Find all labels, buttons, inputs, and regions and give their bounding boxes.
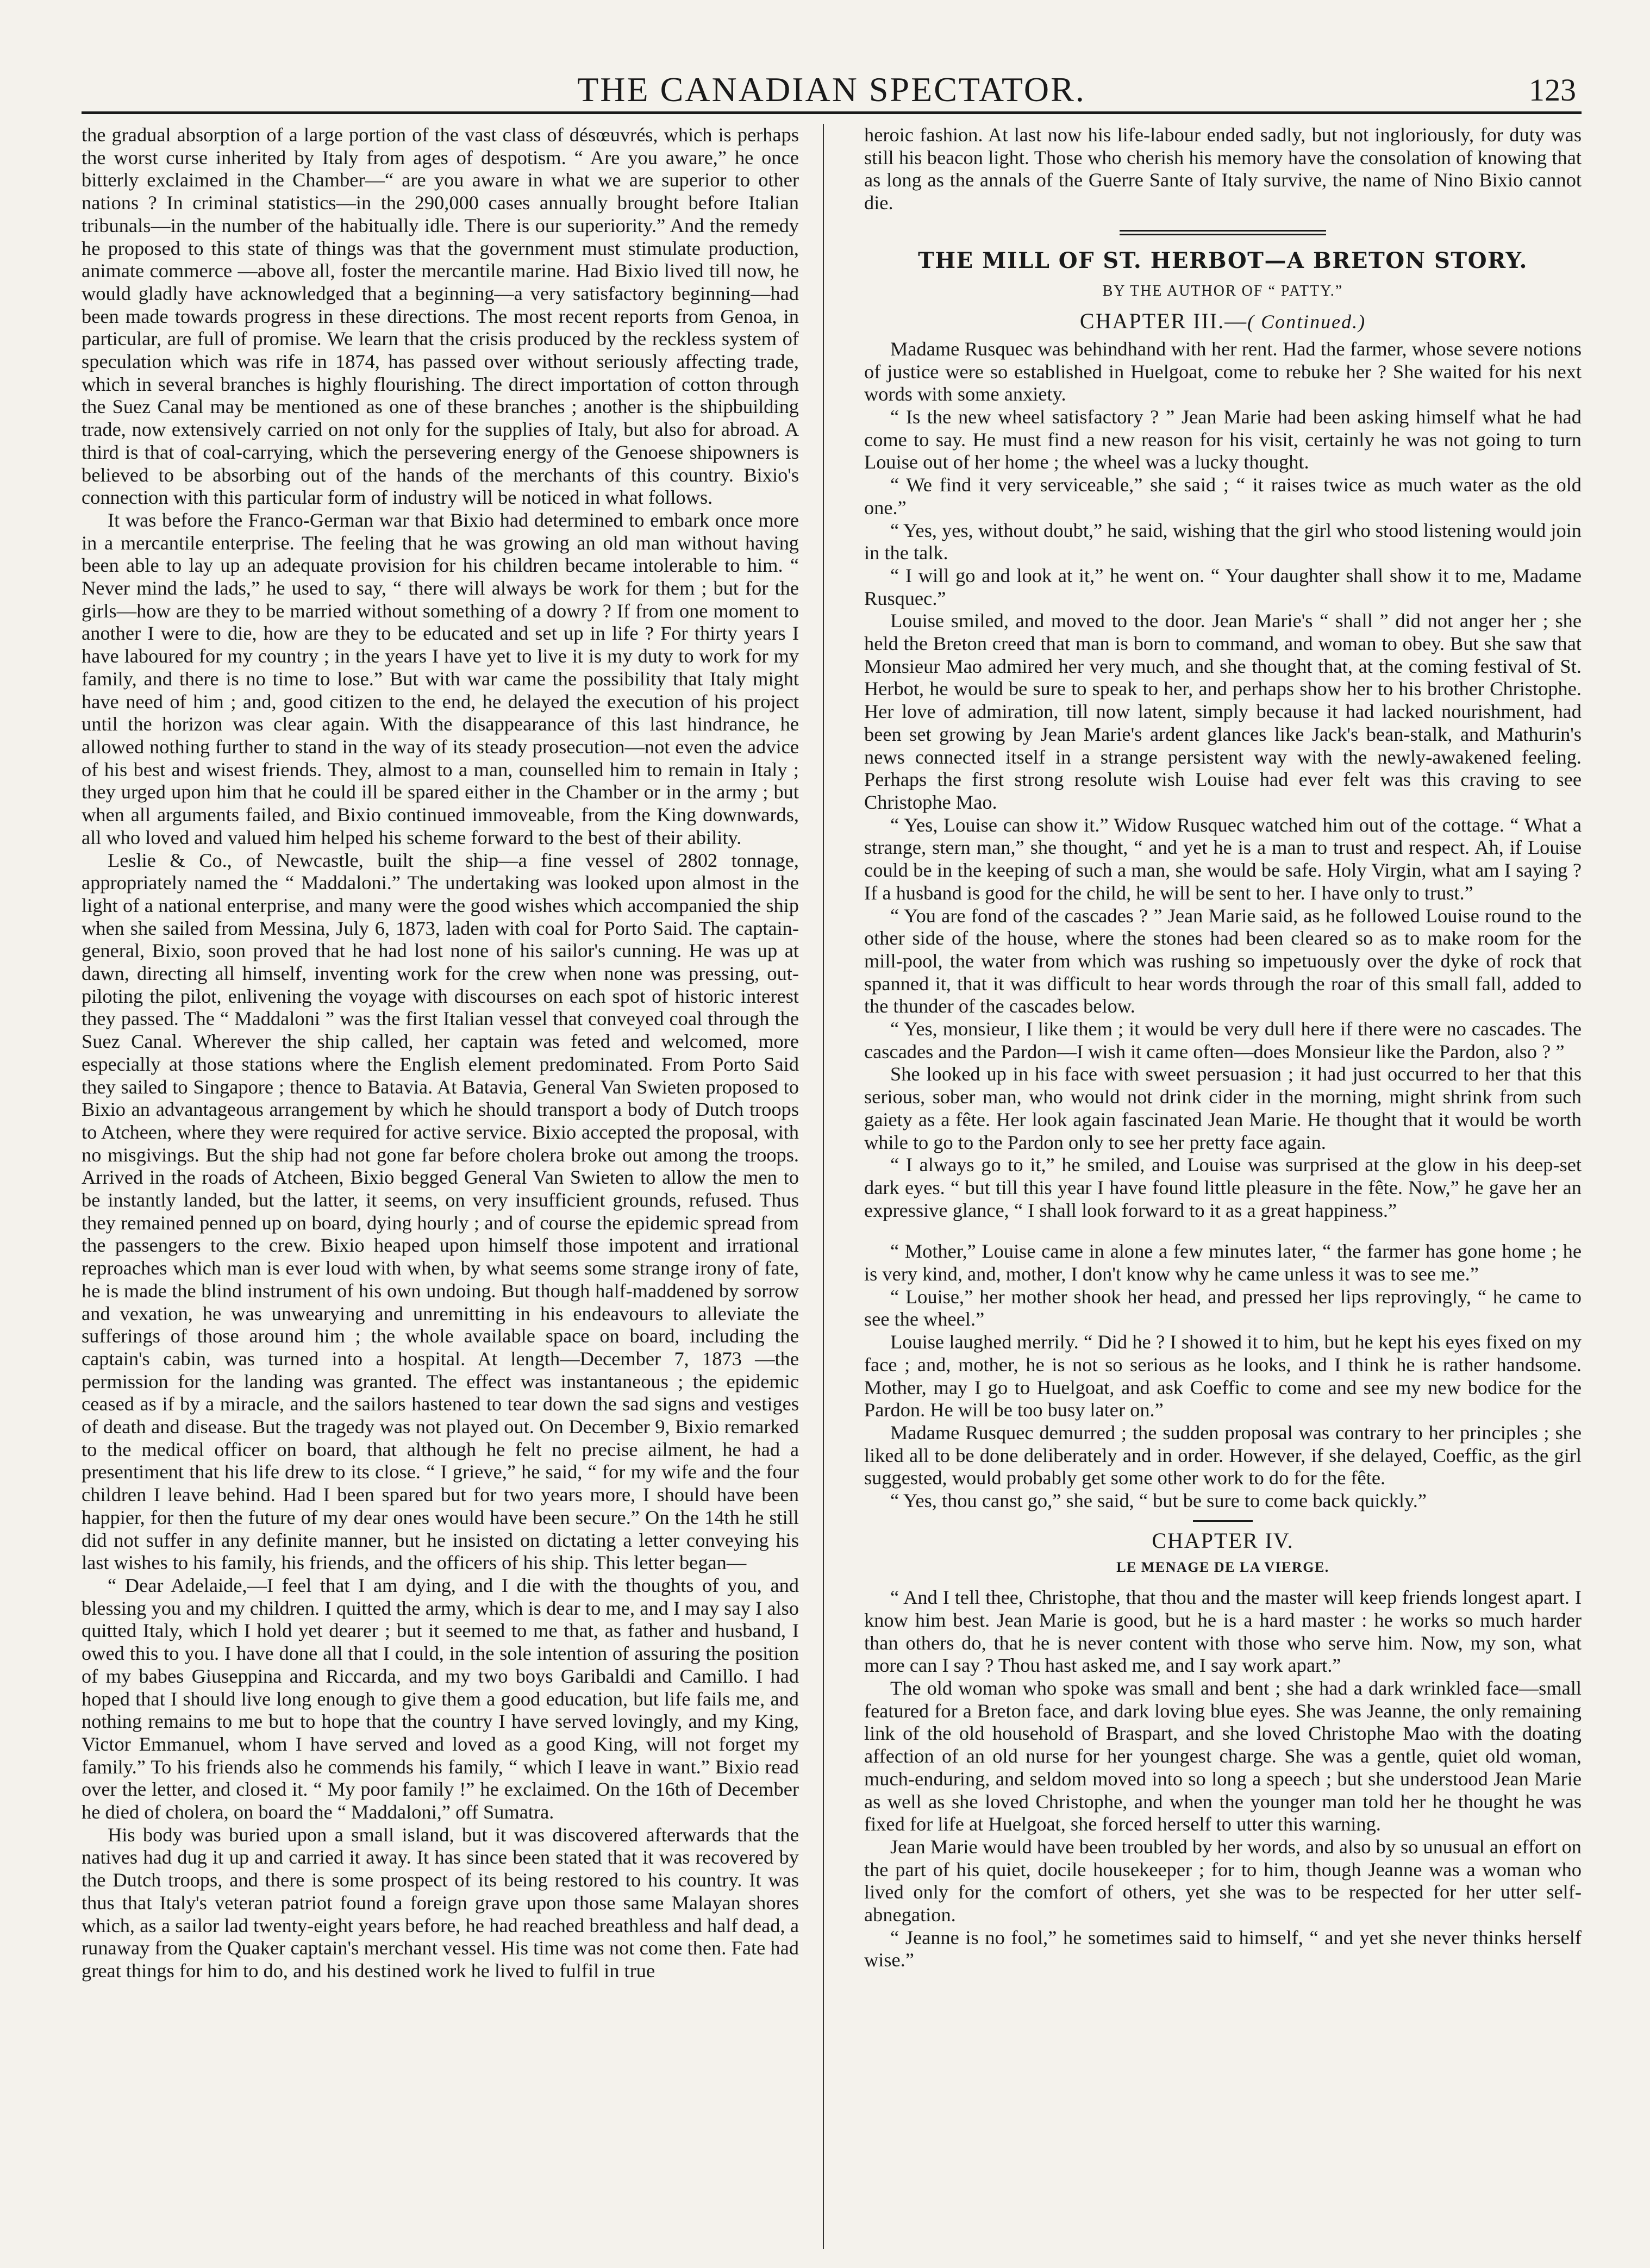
paragraph: “ Jeanne is no fool,” he sometimes said to himself, “ and yet she never thinks herself wise.” [864,1926,1582,1971]
paragraph: “ I always go to it,” he smiled, and Louise was surprised at the glow in his deep-set dark eyes. “ but till this year I have found little pleasure in the fête. Now,” he gave her an expressive glance, “ I shall look forward to it as a great happiness.” [864,1154,1582,1221]
section-divider [1120,230,1326,235]
right-column [864,124,1582,2249]
page-number: 123 [1529,72,1576,108]
paragraph: Louise laughed merrily. “ Did he ? I showed it to him, but he kept his eyes fixed on my face ; and, mother, he is not so serious as he looks, and I think he is rather handsome. Mother, may I go to Huelgoat, and ask Coeffic to come and see my new bodice for the Pardon. He will be too busy later on.” [864,1331,1582,1421]
paragraph: His body was buried upon a small island, but it was discovered afterwards that the natives had dug it up and carried it away. It has since been stated that it was recovered by the Dutch troops, and there is some prospect of its being restored to his country. It was thus that Italy's veteran patriot found a foreign grave upon those same Malayan shores which, as a sailor lad twenty-eight years before, he had reached breathless and half dead, a runaway from the Quaker captain's merchant vessel. His time was not come then. Fate had great things for him to do, and his destined work he lived to fulfil in true [82,1823,799,1982]
chapter-label: CHAPTER III.— [1079,309,1248,334]
paragraph: “ And I tell thee, Christophe, that thou and the master will keep friends longest apart. I know him best. Jean Marie is good, but he is a hard master : he works so much harder than others do, that he is never content with those who serve him. Now, my son, what more can I say ? Thou hast asked me, and I say work apart.” [864,1586,1582,1677]
byline: BY THE AUTHOR OF “ PATTY.” [1102,282,1343,299]
paragraph: The old woman who spoke was small and bent ; she had a dark wrinkled face—small featured for a Breton face, and dark loving blue eyes. She was Jeanne, the only remaining link of the old household of Braspart, and she loved Christophe Mao with the doating affection of an old nurse for her youngest charge. She was a gentle, quiet old woman, much-enduring, and seldom moved into so long a speech ; but she understood Jean Marie as well as she loved Christophe, and when the younger man told her he thought he was fixed for life at Huelgoat, she forced herself to utter this warning. [864,1677,1582,1835]
paragraph: Madame Rusquec demurred ; the sudden proposal was contrary to her principles ; she liked all to be done deliberately and in order. However, if she delayed, Coeffic, as the girl suggested, would probably get some other work to do for the fête. [864,1421,1582,1489]
paragraph: “ Mother,” Louise came in alone a few minutes later, “ the farmer has gone home ; he is very kind, and, mother, I don't know why he came unless it was to see me.” [864,1240,1582,1285]
chapter-subtitle: LE MENAGE DE LA VIERGE. [1116,1559,1329,1576]
paragraph: “ Is the new wheel satisfactory ? ” Jean Marie had been asking himself what he had come to say. He must find a new reason for his visit, certainly he was not going to turn Louise out of her home ; the wheel was a lucky thought. [864,406,1582,473]
paragraph: heroic fashion. At last now his life-labour ended sadly, but not ingloriously, for duty was still his beacon light. Those who cherish his memory have the consolation of knowing that as long as the annals of the Guerre Sante of Italy survive, the name of Nino Bixio cannot die. [864,124,1582,214]
paragraph: “ Yes, Louise can show it.” Widow Rusquec watched him out of the cottage. “ What a strange, stern man,” she thought, “ and yet he is a man to trust and respect. Ah, if Louise could be in the keeping of such a man, she would be safe. Holy Virgin, what am I saying ? If a husband is good for the child, he will be sent to her. I have only to trust.” [864,814,1582,904]
header-rule [82,111,1582,114]
paragraph: “ We find it very serviceable,” she said ; “ it raises twice as much water as the old one.” [864,474,1582,518]
paragraph: “ Yes, monsieur, I like them ; it would be very dull here if there were no cascades. The cascades and the Pardon—I wish it came often—does Monsieur like the Pardon, also ? ” [864,1018,1582,1063]
paragraph: “ Yes, thou canst go,” she said, “ but be sure to come back quickly.” [890,1490,1427,1512]
chapter-heading [864,310,1582,334]
paragraph: It was before the Franco-German war that Bixio had determined to embark once more in a mercantile enterprise. The feeling that he was growing an old man without having been able to lay up an adequate provision for his children became intolerable to him. “ Never mind the lads,” he used to say, “ there will always be work for them ; but for the girls—how are they to be married without something of a dowry ? If from one moment to another I were to die, how are they to be educated and set up in life ? For thirty years I have laboured for my country ; in the years I have yet to live it is my duty to work for my family, and there is no time to lose.” But with war came the possibility that Italy might have need of him ; and, good citizen to the end, he delayed the execution of his project until the horizon was clear again. With the disappearance of this last hindrance, he allowed nothing further to stand in the way of its steady prosecution—not even the advice of his best and wisest friends. They, almost to a man, counselled him to remain in Italy ; they urged upon him that he could ill be spared either in the Chamber or in the army ; but when all arguments failed, and Bixio continued immoveable, from the King downwards, all who loved and valued him helped his scheme forward to the best of their ability. [82,509,799,848]
short-rule [1193,1520,1253,1522]
paragraph: “ Louise,” her mother shook her head, and pressed her lips reprovingly, “ he came to see the wheel.” [864,1285,1582,1330]
paragraph: Louise smiled, and moved to the door. Jean Marie's “ shall ” did not anger her ; she held the Breton creed that man is born to command, and woman to obey. But she saw that Monsieur Mao admired her very much, and she thought that, at the coming festival of St. Herbot, he would be sure to speak to her, and perhaps show her to his brother Christophe. Her love of admiration, till now latent, simply because it had lacked nourishment, had been set growing by Jean Marie's ardent glances like Jack's bean-stalk, and Mathurin's news connected itself in a strange persistent way with the newly-awakened feeling. Perhaps the first strong resolute wish Louise had ever felt was this craving to see Christophe Mao. [864,610,1582,813]
paragraph: “ Dear Adelaide,—I feel that I am dying, and I die with the thoughts of you, and blessing you and my children. I quitted the army, which is dear to me, and I may say I also quitted Italy, which I hold yet dearer ; but it seemed to me that, as father and husband, I owed this to you. I have done all that I could, in the sole intention of assuring the position of my babes Giuseppina and Riccarda, and my two boys Garibaldi and Camillo. I had hoped that I should live long enough to give them a good education, but life fails me, and nothing remains to me but to hope that the country I have served lovingly, and my King, Victor Emmanuel, whom I have served and loved as a good King, will not forget my family.” To his friends also he commends his family, “ which I leave in want.” Bixio read over the letter, and closed it. “ My poor family !” he exclaimed. On the 16th of December he died of cholera, on board the “ Maddaloni,” off Sumatra. [82,1575,799,1823]
paragraph: “ You are fond of the cascades ? ” Jean Marie said, as he followed Louise round to the other side of the house, where the stones had been cleared so as to make room for the mill-pool, the water from which was rushing so impetuously over the dyke of rock that spanned it, that it was difficult to hear words through the roar of this small fall, added to the thunder of the cascades below. [864,904,1582,1017]
paragraph: Leslie & Co., of Newcastle, built the ship—a fine vessel of 2802 tonnage, appropriately named the “ Maddaloni.” The undertaking was looked upon almost in the light of a national enterprise, and many were the good wishes which accompanied the ship when she sailed from Messina, July 6, 1873, laden with coal for Porto Said. The captain-general, Bixio, soon proved that he had lost none of his sailor's cunning. He was up at dawn, directing all himself, inventing work for the crew when none was pressing, out-piloting the pilot, enlivening the voyage with discourses on each spot of historic interest they passed. The “ Maddaloni ” was the first Italian vessel that conveyed coal through the Suez Canal. Wherever the ship called, her captain was feted and welcomed, more especially at those stations where the English element predominated. From Porto Said they sailed to Singapore ; thence to Batavia. At Batavia, General Van Swieten proposed to Bixio an advantageous arrangement by which he should transport a body of Dutch troops to Atcheen, where they were required for active service. Bixio accepted the proposal, with no misgivings. But the ship had not gone far before cholera broke out among the troops. Arrived in the roads of Atcheen, Bixio begged General Van Swieten to allow the men to be instantly landed, but the latter, it seems, on very insufficient grounds, refused. Thus they remained penned up on board, dying hourly ; and of course the epidemic spread from the passengers to the crew. Bixio heaped upon himself those impotent and irrational reproaches which man is ever loud with when, by what seems some strange irony of fate, he is made the blind instrument of his own undoing. But though half-maddened by sorrow and vexation, he was unwearying and unremitting in his endeavours to alleviate the sufferings of those around him ; the whole available space on board, including the captain's cabin, was turned into a hospital. At length—December 7, 1873 —the permission for the landing was granted. The effect was instantaneous ; the epidemic ceased as if by a miracle, and the sailors hastened to tear down the sad signs and vestiges of death and disease. But the tragedy was not played out. On December 9, Bixio remarked to the medical officer on board, that although he felt no precise ailment, he had a presentiment that his life drew to its close. “ I grieve,” he said, “ for my wife and the four children I leave behind. Had I been spared but for two years more, I should have been happier, for then the future of my dear ones would have been secure.” On the 14th he still did not suffer in any definite manner, but he insisted on dictating a letter conveying his last wishes to his family, his friends, and the officers of his ship. This letter began— [82,849,799,1574]
column-divider [823,124,824,2249]
article-title: THE MILL OF ST. HERBOT—A BRETON STORY. [918,247,1528,273]
paragraph: the gradual absorption of a large portion of the vast class of désœuvrés, which is perhaps the worst curse inherited by Italy from ages of despotism. “ Are you aware,” he once bitterly exclaimed in the Chamber—“ are you aware in what we are superior to other nations ? In criminal statistics—in the 290,000 cases annually brought before Italian tribunals—in the number of the habitually idle. There is our superiority.” And the remedy he proposed to this state of things was that the government must stimulate production, animate commerce —above all, foster the mercantile marine. Had Bixio lived till now, he would gladly have acknowledged that a beginning—a very satisfactory beginning—had been made towards progress in these directions. The most recent reports from Genoa, in particular, are full of promise. We learn that the crisis produced by the reckless system of speculation which was rife in 1874, has passed over without seriously affecting trade, which in several branches is highly flourishing. The direct importation of cotton through the Suez Canal may be mentioned as one of these branches ; another is the shipbuilding trade, now extensively carried on not only for the supplies of Italy, but also for abroad. A third is that of coal-carrying, which the persevering energy of the Genoese shipowners is believed to be absorbing out of the hands of the merchants of this country. Bixio's connection with this particular form of industry will be noticed in what follows. [82,124,799,509]
paragraph: Jean Marie would have been troubled by her words, and also by so unusual an effort on the part of his quiet, docile housekeeper ; for to him, though Jeanne was a woman who lived only for the comfort of others, yet she was to be respected for her utter self-abnegation. [864,1835,1582,1926]
section-gap [864,1222,1582,1240]
publication-title: THE CANADIAN SPECTATOR. [577,70,1086,109]
continued-label: ( Continued.) [1247,311,1366,333]
paragraph: She looked up in his face with sweet persuasion ; it had just occurred to her that this serious, sober man, who would not drink cider in the morning, might shrink from such gaiety as a fête. Her look again fascinated Jean Marie. He thought that it would be worth while to go to the Pardon only to see her pretty face again. [864,1063,1582,1153]
masthead [82,64,1582,113]
paragraph: Madame Rusquec was behindhand with her rent. Had the farmer, whose severe notions of justice were so established in Huelgoat, come to rebuke her ? She waited for his next words with some anxiety. [864,338,1582,405]
chapter-heading: CHAPTER IV. [1152,1528,1294,1553]
paragraph: “ Yes, yes, without doubt,” he said, wishing that the girl who stood listening would join in the talk. [864,519,1582,564]
left-column [82,124,799,2249]
paragraph: “ I will go and look at it,” he went on. “ Your daughter shall show it to me, Madame Rusquec.” [864,564,1582,609]
